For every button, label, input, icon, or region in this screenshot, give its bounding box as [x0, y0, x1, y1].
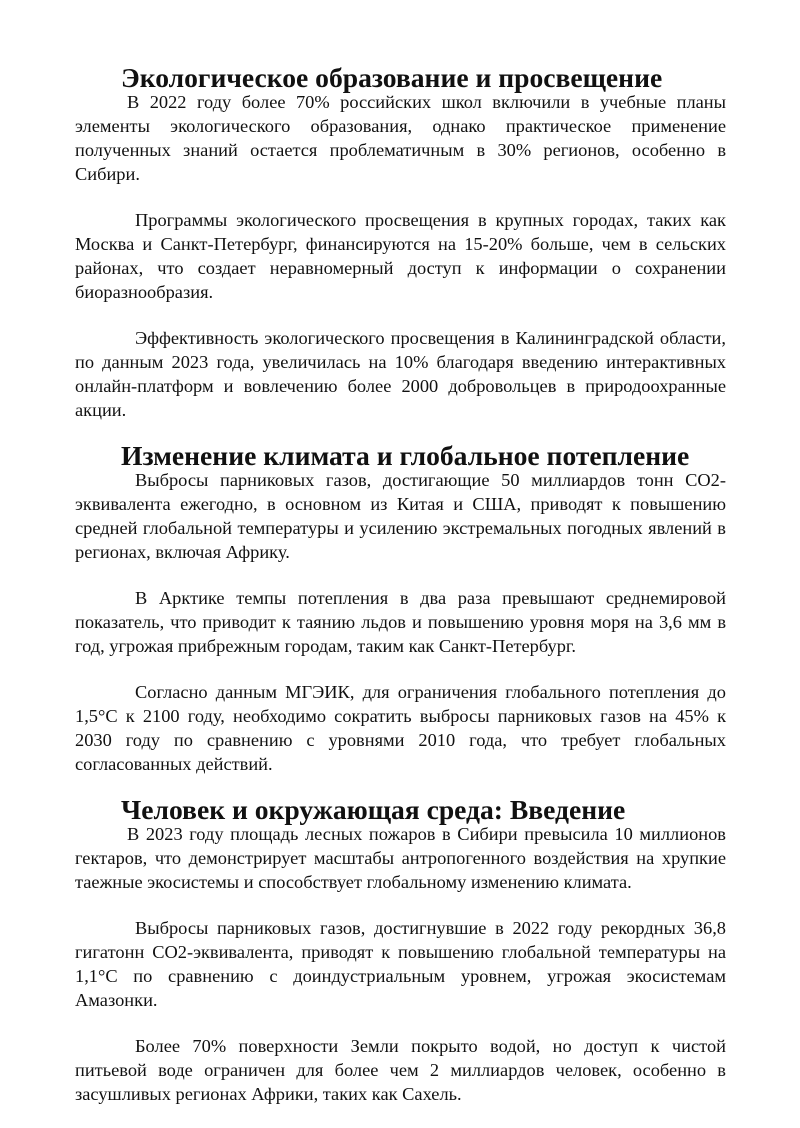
- section-environmental-education: [75, 62, 726, 422]
- paragraph: Выбросы парниковых газов, достигающие 50 миллиардов тонн CO2-эквивалента ежегодно, в основном из Китая и США, приводят к повышению средней глобальной температуры и усилению экстремальных погодных явлений в регионах, включая Африку.: [75, 470, 726, 562]
- document-page: [75, 62, 726, 1128]
- section-climate-change: [75, 440, 726, 776]
- paragraph: Более 70% поверхности Земли покрыто водой, но доступ к чистой питьевой воде ограничен для более чем 2 миллиардов человек, особенно в засушливых регионах Африки, таких как Сахель.: [75, 1036, 726, 1104]
- paragraph: В 2023 году площадь лесных пожаров в Сибири превысила 10 миллионов гектаров, что демонстрирует масштабы антропогенного воздействия на хрупкие таежные экосистемы и способствует глобальному изменению климата.: [75, 824, 726, 892]
- section-heading: Экологическое образование и просвещение: [121, 62, 663, 93]
- paragraph: Выбросы парниковых газов, достигнувшие в 2022 году рекордных 36,8 гигатонн CO2-эквивалента, приводят к повышению глобальной температуры на 1,1°C по сравнению с доиндустриальным уровнем, угрожая экосистемам Амазонки.: [75, 918, 726, 1010]
- section-human-environment: [75, 794, 726, 1106]
- paragraph: Согласно данным МГЭИК, для ограничения глобального потепления до 1,5°C к 2100 году, необходимо сократить выбросы парниковых газов на 45% к 2030 году по сравнению с уровнями 2010 года, что требует глобальных согласованных действий.: [75, 682, 726, 774]
- paragraph: Программы экологического просвещения в крупных городах, таких как Москва и Санкт-Петербург, финансируются на 15-20% больше, чем в сельских районах, что создает неравномерный доступ к информации о сохранении биоразнообразия.: [75, 210, 726, 302]
- paragraph: В 2022 году более 70% российских школ включили в учебные планы элементы экологического образования, однако практическое применение полученных знаний остается проблематичным в 30% регионов, особенно в Сибири.: [75, 92, 726, 184]
- section-heading: Изменение климата и глобальное потепление: [121, 440, 690, 471]
- paragraph: В Арктике темпы потепления в два раза превышают среднемировой показатель, что приводит к таянию льдов и повышению уровня моря на 3,6 мм в год, угрожая прибрежным городам, таким как Санкт-Петербург.: [75, 588, 726, 656]
- paragraph: Эффективность экологического просвещения в Калининградской области, по данным 2023 года, увеличилась на 10% благодаря введению интерактивных онлайн-платформ и вовлечению более 2000 добровольцев в природоохранные акции.: [75, 328, 726, 420]
- section-heading: Человек и окружающая среда: Введение: [121, 794, 626, 825]
